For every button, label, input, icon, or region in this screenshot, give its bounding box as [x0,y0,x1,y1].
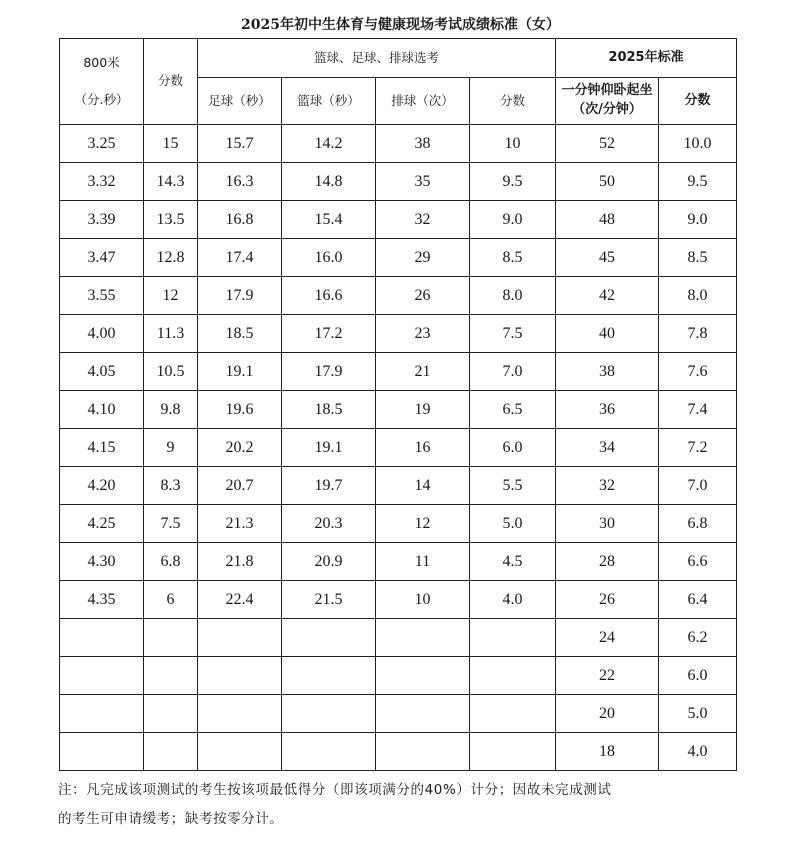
footnote [58,776,748,834]
cell-situp-score: 6.8 [659,505,737,543]
cell-800m: 4.30 [60,543,144,581]
header-football: 足球（秒） [198,78,282,125]
cell-situp: 45 [556,239,659,277]
cell-situp: 18 [556,733,659,771]
cell-basketball: 20.9 [282,543,376,581]
cell-football: 17.4 [198,239,282,277]
header-800m-line1: 800米 [83,55,120,71]
table-row [60,695,737,733]
cell-basketball: 20.3 [282,505,376,543]
cell-situp-score: 8.0 [659,277,737,315]
cell-situp-score: 6.4 [659,581,737,619]
cell-situp: 48 [556,201,659,239]
cell-800m: 4.35 [60,581,144,619]
cell-ball-score: 7.5 [470,315,556,353]
cell-football [198,733,282,771]
cell-football: 16.3 [198,163,282,201]
header-situp-line2: （次/分钟） [572,102,642,117]
cell-volleyball [376,619,470,657]
cell-situp: 40 [556,315,659,353]
cell-football: 19.1 [198,353,282,391]
cell-800m: 4.00 [60,315,144,353]
cell-ball-score: 8.0 [470,277,556,315]
cell-situp: 24 [556,619,659,657]
cell-volleyball: 32 [376,201,470,239]
cell-situp-score: 6.0 [659,657,737,695]
cell-situp-score: 4.0 [659,733,737,771]
cell-volleyball: 10 [376,581,470,619]
cell-situp-score: 7.8 [659,315,737,353]
cell-situp-score: 6.2 [659,619,737,657]
cell-800m: 4.20 [60,467,144,505]
cell-800m-score [144,657,198,695]
cell-800m-score: 9 [144,429,198,467]
table-row [60,277,737,315]
cell-ball-score [470,657,556,695]
cell-basketball: 14.8 [282,163,376,201]
cell-situp: 34 [556,429,659,467]
cell-800m [60,733,144,771]
cell-situp: 52 [556,125,659,163]
footnote-line-2: 的考生可申请缓考；缺考按零分计。 [58,811,284,827]
cell-basketball: 17.2 [282,315,376,353]
cell-basketball: 19.1 [282,429,376,467]
cell-situp: 32 [556,467,659,505]
header-situp-score: 分数 [659,78,737,125]
cell-ball-score: 5.0 [470,505,556,543]
cell-basketball: 16.6 [282,277,376,315]
cell-basketball [282,619,376,657]
cell-football [198,619,282,657]
cell-volleyball [376,657,470,695]
table-row [60,467,737,505]
cell-800m [60,657,144,695]
cell-volleyball: 38 [376,125,470,163]
cell-situp-score: 6.6 [659,543,737,581]
cell-800m [60,619,144,657]
cell-800m-score: 8.3 [144,467,198,505]
cell-800m-score [144,695,198,733]
table-row [60,429,737,467]
cell-basketball: 19.7 [282,467,376,505]
cell-800m: 4.05 [60,353,144,391]
cell-basketball: 21.5 [282,581,376,619]
cell-ball-score: 9.5 [470,163,556,201]
cell-800m-score [144,733,198,771]
cell-800m-score: 12.8 [144,239,198,277]
cell-800m-score: 6 [144,581,198,619]
cell-ball-score [470,695,556,733]
header-800m-line2: （分.秒） [74,91,129,107]
table-row [60,239,737,277]
cell-situp: 50 [556,163,659,201]
cell-situp: 42 [556,277,659,315]
cell-ball-score: 7.0 [470,353,556,391]
cell-ball-score: 8.5 [470,239,556,277]
header-ball-score: 分数 [470,78,556,125]
cell-800m: 4.10 [60,391,144,429]
cell-situp: 38 [556,353,659,391]
header-ball-group: 篮球、足球、排球选考 [198,39,556,78]
cell-situp: 30 [556,505,659,543]
cell-situp: 26 [556,581,659,619]
cell-volleyball: 14 [376,467,470,505]
cell-football: 20.7 [198,467,282,505]
cell-basketball [282,657,376,695]
cell-football: 22.4 [198,581,282,619]
cell-800m-score: 10.5 [144,353,198,391]
cell-800m: 3.47 [60,239,144,277]
cell-800m-score: 13.5 [144,201,198,239]
cell-ball-score: 4.5 [470,543,556,581]
cell-football [198,695,282,733]
header-800m [60,39,144,125]
cell-situp-score: 8.5 [659,239,737,277]
cell-situp-score: 7.6 [659,353,737,391]
table-row [60,125,737,163]
cell-basketball [282,695,376,733]
cell-volleyball: 26 [376,277,470,315]
cell-ball-score: 10 [470,125,556,163]
cell-situp-score: 7.4 [659,391,737,429]
cell-football: 21.8 [198,543,282,581]
cell-800m [60,695,144,733]
cell-800m-score [144,619,198,657]
cell-ball-score [470,733,556,771]
cell-800m: 3.25 [60,125,144,163]
cell-football [198,657,282,695]
cell-volleyball: 12 [376,505,470,543]
cell-800m-score: 6.8 [144,543,198,581]
cell-volleyball: 11 [376,543,470,581]
cell-situp: 36 [556,391,659,429]
cell-football: 19.6 [198,391,282,429]
cell-volleyball: 21 [376,353,470,391]
cell-ball-score [470,619,556,657]
cell-volleyball: 29 [376,239,470,277]
cell-basketball: 18.5 [282,391,376,429]
table-row [60,581,737,619]
table-row [60,201,737,239]
cell-ball-score: 4.0 [470,581,556,619]
table-row [60,315,737,353]
cell-volleyball [376,733,470,771]
cell-situp-score: 10.0 [659,125,737,163]
standards-table [59,38,737,771]
cell-800m-score: 14.3 [144,163,198,201]
cell-volleyball: 23 [376,315,470,353]
cell-basketball: 16.0 [282,239,376,277]
header-situp [556,78,659,125]
cell-situp-score: 9.5 [659,163,737,201]
header-situp-line1: 一分钟仰卧起坐 [561,83,653,99]
table-row [60,353,737,391]
cell-800m: 4.25 [60,505,144,543]
cell-800m: 4.15 [60,429,144,467]
cell-basketball: 17.9 [282,353,376,391]
cell-800m: 3.39 [60,201,144,239]
cell-situp-score: 5.0 [659,695,737,733]
header-volleyball: 排球（次） [376,78,470,125]
cell-football: 21.3 [198,505,282,543]
cell-volleyball: 19 [376,391,470,429]
header-basketball: 篮球（秒） [282,78,376,125]
table-row [60,733,737,771]
cell-800m: 3.32 [60,163,144,201]
cell-800m-score: 11.3 [144,315,198,353]
cell-football: 15.7 [198,125,282,163]
table-row [60,543,737,581]
cell-football: 18.5 [198,315,282,353]
table-row [60,391,737,429]
cell-situp-score: 7.2 [659,429,737,467]
cell-situp: 28 [556,543,659,581]
header-2025-standard: 2025年标准 [556,39,737,78]
table-row [60,505,737,543]
table-row [60,163,737,201]
cell-ball-score: 9.0 [470,201,556,239]
cell-800m: 3.55 [60,277,144,315]
cell-ball-score: 6.0 [470,429,556,467]
header-800m-score: 分数 [144,39,198,125]
footnote-line-1: 注：凡完成该项测试的考生按该项最低得分（即该项满分的40%）计分；因故未完成测试 [58,782,612,798]
cell-situp-score: 7.0 [659,467,737,505]
cell-situp: 20 [556,695,659,733]
cell-800m-score: 9.8 [144,391,198,429]
cell-situp-score: 9.0 [659,201,737,239]
cell-football: 17.9 [198,277,282,315]
header-row-1 [60,39,737,78]
cell-ball-score: 5.5 [470,467,556,505]
cell-800m-score: 15 [144,125,198,163]
cell-basketball: 14.2 [282,125,376,163]
cell-basketball [282,733,376,771]
table-row [60,619,737,657]
cell-basketball: 15.4 [282,201,376,239]
cell-ball-score: 6.5 [470,391,556,429]
cell-football: 16.8 [198,201,282,239]
cell-800m-score: 12 [144,277,198,315]
cell-situp: 22 [556,657,659,695]
cell-volleyball: 35 [376,163,470,201]
cell-volleyball [376,695,470,733]
page-title: 2025年初中生体育与健康现场考试成绩标准（女） [241,17,560,33]
cell-volleyball: 16 [376,429,470,467]
table-row [60,657,737,695]
cell-football: 20.2 [198,429,282,467]
cell-800m-score: 7.5 [144,505,198,543]
